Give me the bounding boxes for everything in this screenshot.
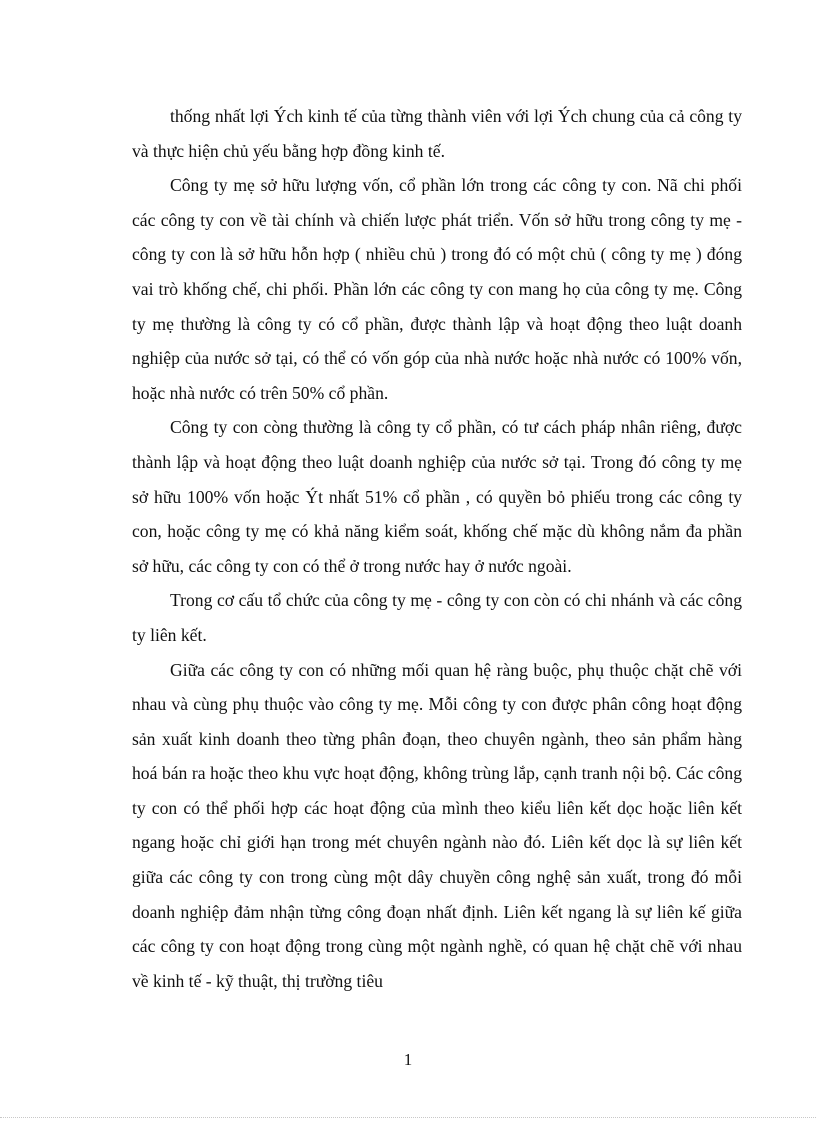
page-number: 1 [403,1050,413,1069]
paragraph: Giữa các công ty con có những mối quan hệ ràng buộc, phụ thuộc chặt chẽ với nhau và cùng phụ thuộc vào công ty mẹ. Mỗi công ty con được phân công hoạt động sản xuất kinh doanh theo từng phân đoạn, theo chuyên ngành, theo sản phẩm hàng hoá bán ra hoặc theo khu vực hoạt động, không trùng lắp, cạnh tranh nội bộ. Các công ty con có thể phối hợp các hoạt động của mình theo kiểu liên kết dọc hoặc liên kết ngang hoặc chỉ giới hạn trong mét chuyên ngành nào đó. Liên kết dọc là sự liên kết giữa các công ty con trong cùng một dây chuyền công nghệ sản xuất, trong đó mỗi doanh nghiệp đảm nhận từng công đoạn nhất định. Liên kết ngang là sự liên kế giữa các công ty con hoạt động trong cùng một ngành nghề, có quan hệ chặt chẽ với nhau về kinh tế - kỹ thuật, thị trường tiêu [132,659,742,991]
paragraph: thống nhất lợi Ých kinh tế của từng thành viên với lợi Ých chung của cả công ty và thực hiện chủ yếu bằng hợp đồng kinh tế. [132,106,742,161]
document-body [132,99,742,998]
paragraph: Trong cơ cấu tổ chức của công ty mẹ - công ty con còn có chi nhánh và các công ty liên kết. [132,590,742,645]
paragraph: Công ty con còng thường là công ty cổ phần, có tư cách pháp nhân riêng, được thành lập và hoạt động theo luật doanh nghiệp của nước sở tại. Trong đó công ty mẹ sở hữu 100% vốn hoặc Ýt nhất 51% cổ phần , có quyền bỏ phiếu trong các công ty con, hoặc công ty mẹ có khả năng kiểm soát, khống chế mặc dù không nắm đa phần sở hữu, các công ty con có thể ở trong nước hay ở nước ngoài. [132,417,742,576]
page-bottom-divider [0,1117,816,1118]
paragraph: Công ty mẹ sở hữu lượng vốn, cổ phần lớn trong các công ty con. Nã chi phối các công ty con về tài chính và chiến lược phát triển. Vốn sở hữu trong công ty mẹ - công ty con là sở hữu hỗn hợp ( nhiều chủ ) trong đó có một chủ ( công ty mẹ ) đóng vai trò khống chế, chi phối. Phần lớn các công ty con mang họ của công ty mẹ. Công ty mẹ thường là công ty có cổ phần, được thành lập và hoạt động theo luật doanh nghiệp của nước sở tại, có thể có vốn góp của nhà nước hoặc nhà nước có 100% vốn, hoặc nhà nước có trên 50% cổ phần. [132,175,742,403]
